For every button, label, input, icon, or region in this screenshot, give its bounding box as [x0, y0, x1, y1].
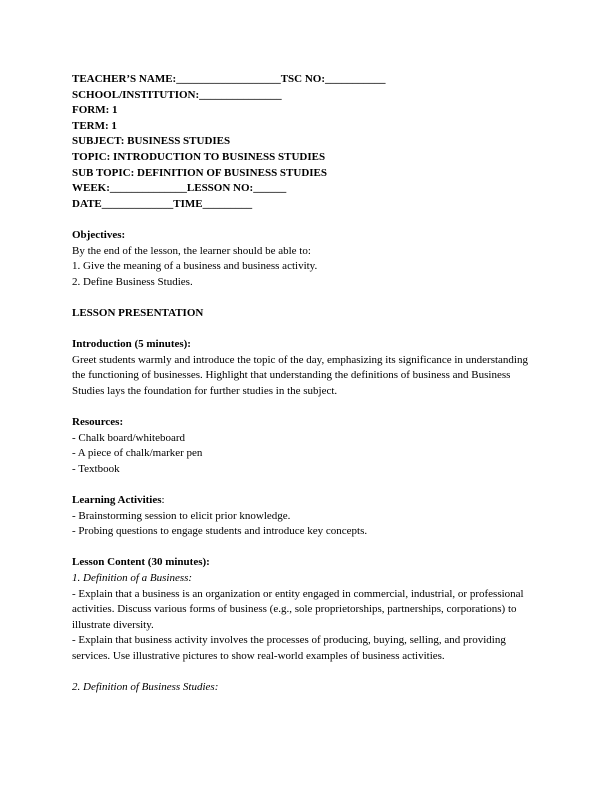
definition-business-subheading: 1. Definition of a Business: [72, 572, 193, 584]
teacher-line: TEACHER’S NAME:___________________TSC NO:___________ [72, 73, 386, 85]
learning-activities-heading: Learning Activities [72, 494, 162, 507]
activity-item: - Brainstorming session to elicit prior knowledge. [72, 509, 291, 522]
objective-item: 1. Give the meaning of a business and business activity. [72, 260, 318, 273]
resource-item: - Chalk board/whiteboard [72, 431, 186, 444]
sub-topic-line: SUB TOPIC: DEFINITION OF BUSINESS STUDIES [72, 166, 328, 179]
subject-line: SUBJECT: BUSINESS STUDIES [72, 135, 231, 148]
activity-item: - Probing questions to engage students and introduce key concepts. [72, 525, 368, 538]
topic-line: TOPIC: INTRODUCTION TO BUSINESS STUDIES [72, 150, 326, 163]
objective-item: 2. Define Business Studies. [72, 275, 193, 288]
definition-business-studies-subheading: 2. Definition of Business Studies: [72, 681, 219, 694]
learning-activities-heading-line [72, 493, 542, 509]
business-explanation: - Explain that a business is an organization or entity engaged in commercial, industrial, or professional activities. Discuss various forms of business (e.g., sole proprietorships, partnerships, corporations) to illustrate diversity. [72, 587, 524, 631]
business-activity-explanation: - Explain that business activity involves the processes of producing, buying, selling, and providing services. Use illustrative pictures to show real-world examples of business activities. [72, 634, 506, 662]
introduction-text: Greet students warmly and introduce the topic of the day, emphasizing its significance in understanding the functioning of businesses. Highlight that understanding the definitions of business and Business Studies lays the foundation for further studies in the subject. [72, 353, 528, 397]
lesson-content-heading: Lesson Content (30 minutes): [72, 556, 210, 569]
resources-heading: Resources: [72, 416, 124, 429]
resource-item: - Textbook [72, 462, 120, 475]
introduction-heading: Introduction (5 minutes): [72, 338, 191, 351]
lesson-presentation-heading: LESSON PRESENTATION [72, 306, 204, 319]
learning-activities-colon: : [161, 494, 165, 507]
resource-item: - A piece of chalk/marker pen [72, 447, 203, 460]
week-line: WEEK:______________LESSON NO:______ [72, 182, 287, 195]
date-line: DATE_____________TIME_________ [72, 197, 253, 210]
objectives-heading: Objectives: [72, 228, 126, 241]
document-page [72, 72, 542, 696]
objectives-intro: By the end of the lesson, the learner should be able to: [72, 244, 311, 257]
school-line: SCHOOL/INSTITUTION:_______________ [72, 88, 282, 101]
form-line: FORM: 1 [72, 104, 118, 117]
term-line: TERM: 1 [72, 119, 117, 132]
